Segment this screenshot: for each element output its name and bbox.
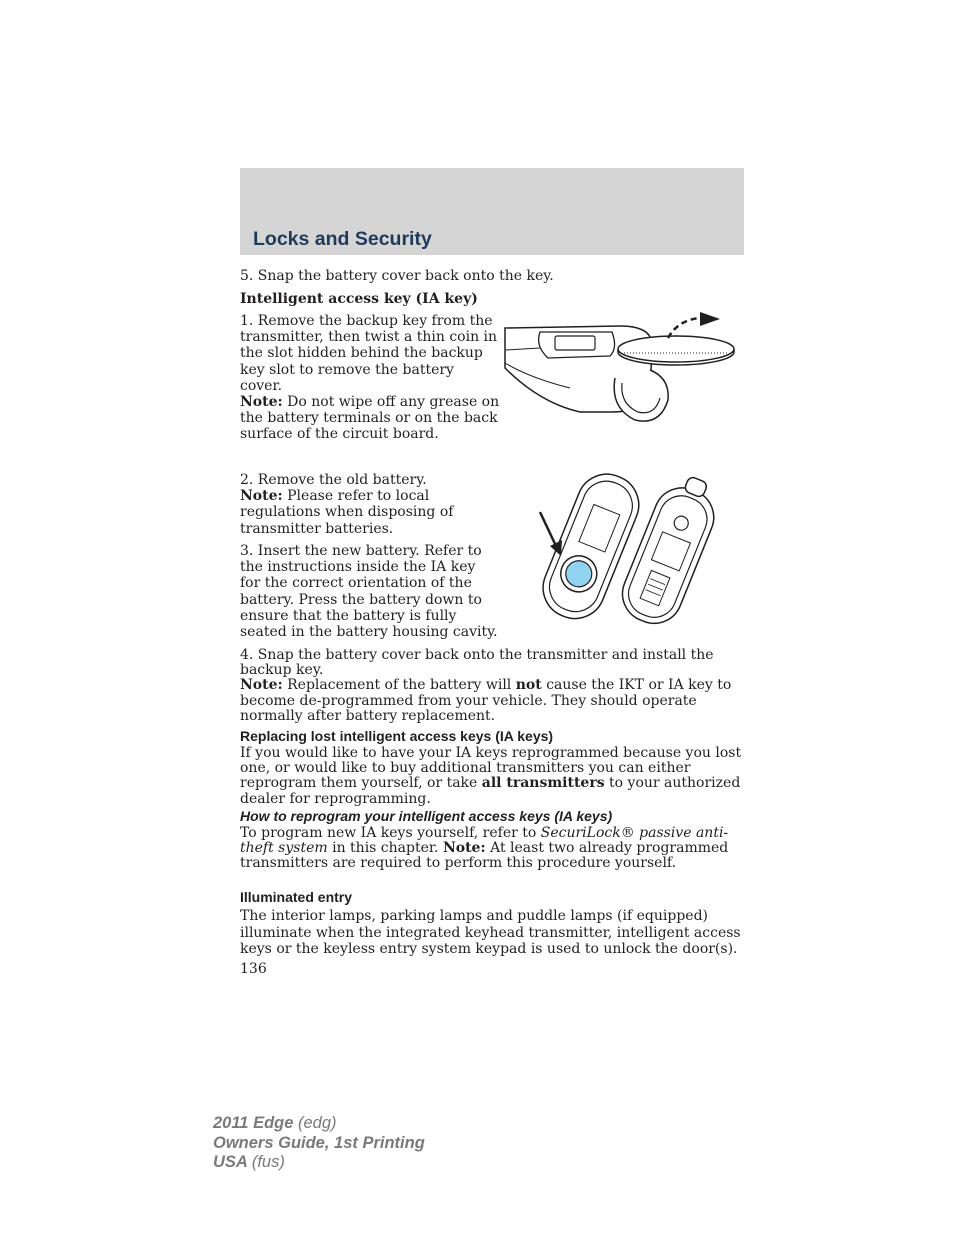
ia-key-heading: Intelligent access key (IA key) bbox=[240, 291, 478, 307]
page-number: 136 bbox=[240, 961, 267, 977]
footer-line-1 bbox=[213, 1114, 425, 1134]
step-2-block bbox=[240, 472, 490, 537]
step-1-block bbox=[240, 313, 500, 443]
reprogram-text bbox=[240, 826, 748, 872]
reprogram-text-b: in this chapter. bbox=[332, 840, 439, 857]
step-4-block bbox=[240, 648, 748, 724]
step-4-note-label: Note: bbox=[240, 677, 283, 694]
replacing-text-a: If you would like to have your IA keys reprogrammed because you lost one, or would like to buy additional transmitters you can either reprogram them yourself, or take bbox=[240, 745, 742, 792]
battery-replacement-illustration bbox=[530, 466, 715, 638]
reprogram-note-label: Note: bbox=[442, 840, 486, 857]
step-3-text: 3. Insert the new battery. Refer to the instructions inside the IA key for the correct orientation of the battery. Press the battery down to ensure that the battery is fully seated in the battery housing cavity. bbox=[240, 543, 498, 641]
footer-model-code: (edg) bbox=[298, 1114, 337, 1132]
illuminated-text: The interior lamps, parking lamps and puddle lamps (if equipped) illuminate when the integrated keyhead transmitter, intelligent access keys or the keyless entry system keypad is used to unlock the door(s). bbox=[240, 908, 741, 957]
reprogram-heading: How to reprogram your intelligent access keys (IA keys) bbox=[240, 808, 613, 824]
page-title: Locks and Security bbox=[253, 228, 432, 250]
step-4-text: 4. Snap the battery cover back onto the transmitter and install the backup key. bbox=[240, 647, 714, 679]
step-2-text: 2. Remove the old battery. bbox=[240, 472, 427, 488]
replacing-text bbox=[240, 746, 748, 807]
step-1-note-text: Do not wipe off any grease on the battery terminals or on the back surface of the circuit board. bbox=[240, 394, 500, 443]
footer-model: 2011 Edge bbox=[213, 1114, 294, 1132]
footer bbox=[213, 1114, 425, 1173]
header-band bbox=[240, 168, 744, 255]
footer-line-2: Owners Guide, 1st Printing bbox=[213, 1133, 425, 1152]
replacing-text-bold: all transmitters bbox=[481, 775, 605, 792]
step-2-note-text: Please refer to local regulations when disposing of transmitter batteries. bbox=[240, 488, 454, 537]
step-5-text: 5. Snap the battery cover back onto the key. bbox=[240, 268, 554, 284]
footer-line-3 bbox=[213, 1153, 425, 1173]
footer-market-code: (fus) bbox=[251, 1153, 285, 1171]
step-1-note-label: Note: bbox=[240, 394, 283, 411]
step-2-note-label: Note: bbox=[240, 488, 283, 505]
reprogram-note-text: At least two already programmed transmitters are required to perform this procedure yourself. bbox=[240, 840, 729, 872]
reprogram-text-a: To program new IA keys yourself, refer to bbox=[240, 825, 537, 841]
step-4-note-a: Replacement of the battery will bbox=[287, 677, 512, 694]
footer-market: USA bbox=[213, 1153, 248, 1171]
illuminated-heading: Illuminated entry bbox=[240, 889, 353, 905]
step-4-note-b: cause the IKT or IA key to become de-programmed from your vehicle. They should operate normally after battery replacement. bbox=[240, 677, 732, 724]
replacing-text-b: to your authorized dealer for reprogramming. bbox=[240, 775, 741, 807]
step-1-text: 1. Remove the backup key from the transmitter, then twist a thin coin in the slot hidden behind the backup key slot to remove the battery cover. bbox=[240, 313, 498, 394]
coin-cover-removal-illustration bbox=[500, 308, 745, 433]
replacing-heading: Replacing lost intelligent access keys (IA keys) bbox=[240, 728, 554, 744]
step-4-note-not: not bbox=[515, 677, 542, 694]
reprogram-ref-link[interactable]: SecuriLock® passive anti-theft system bbox=[240, 825, 729, 857]
